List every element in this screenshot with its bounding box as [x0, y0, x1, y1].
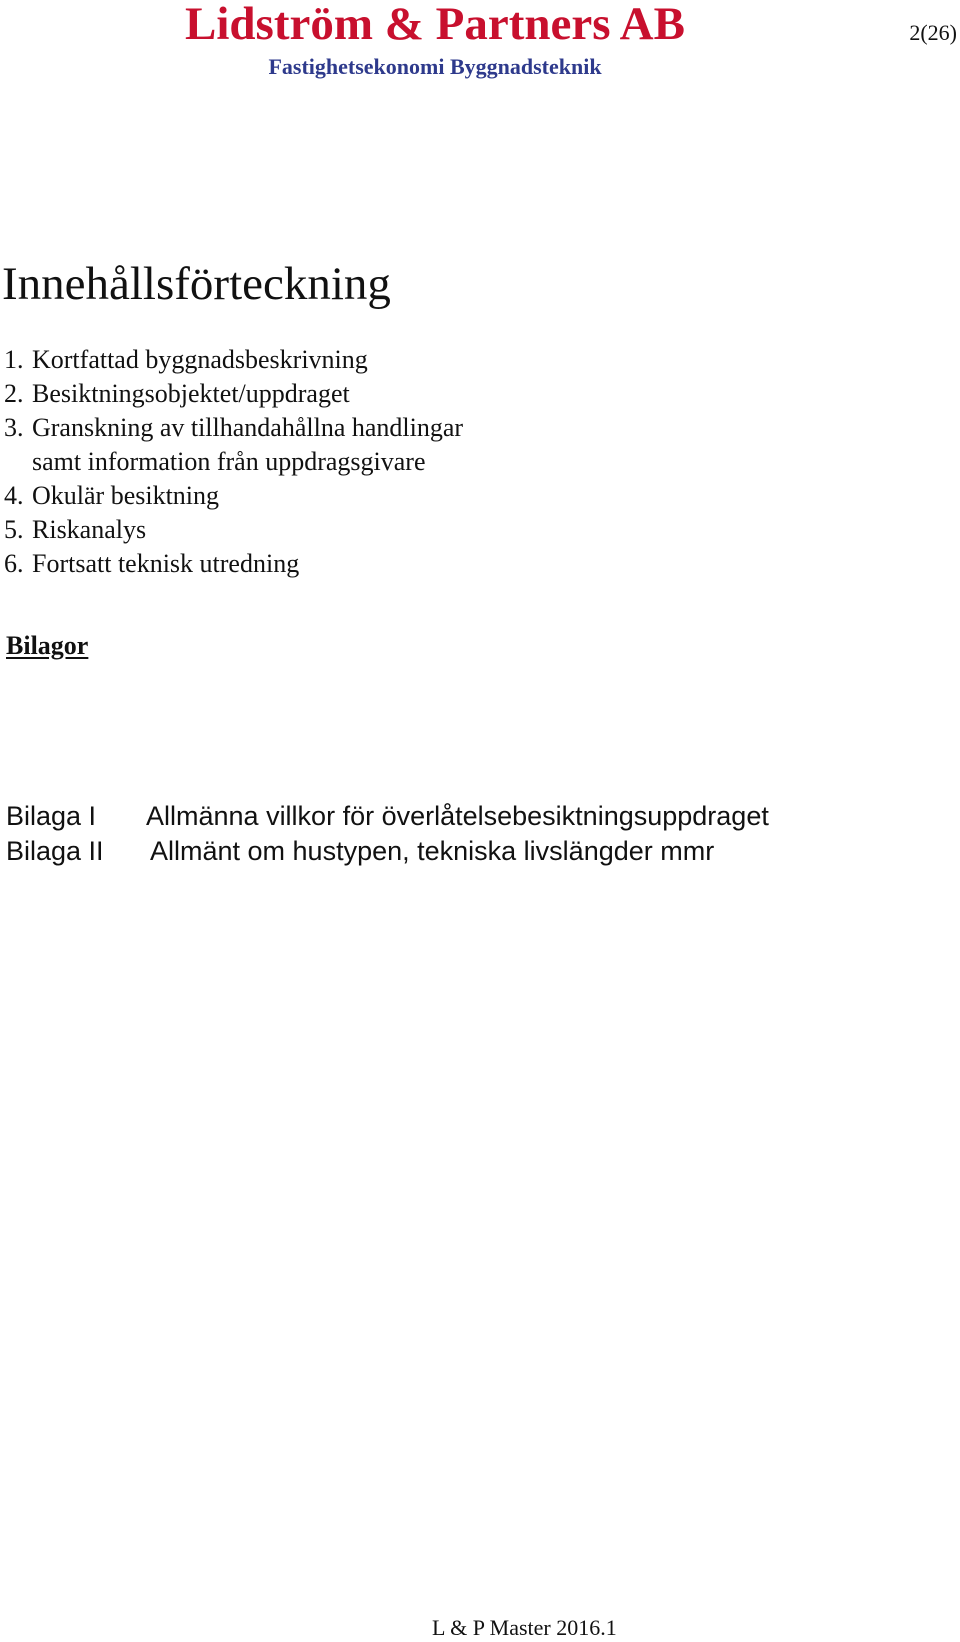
- page-number: 2(26): [909, 20, 957, 45]
- company-tagline: Fastighetsekonomi Byggnadsteknik: [268, 54, 602, 79]
- appendix-row: [6, 799, 769, 834]
- toc-entry-6: [4, 547, 463, 581]
- toc-entry-number: 1.: [4, 345, 24, 374]
- toc-entry-text: Granskning av tillhandahållna handlingar: [32, 413, 464, 442]
- appendix-row: [6, 834, 769, 869]
- footer-version: L & P Master 2016.1: [432, 1615, 617, 1640]
- toc-entry-1: [4, 343, 463, 377]
- appendix-title: Allmänna villkor för överlåtelsebesiktningsuppdraget: [146, 801, 769, 831]
- toc-entry-3: [4, 411, 463, 479]
- toc-entry-4: [4, 479, 463, 513]
- toc-list: [4, 343, 463, 581]
- toc-entry-number: 4.: [4, 481, 24, 510]
- appendix-list: [6, 799, 769, 869]
- appendix-heading: Bilagor: [6, 631, 89, 660]
- appendix-label: Bilaga II: [6, 836, 104, 866]
- company-name: Lidström & Partners AB: [185, 0, 685, 50]
- toc-entry-number: 3.: [4, 413, 24, 442]
- toc-entry-continuation: samt information från uppdragsgivare: [32, 447, 426, 476]
- toc-entry-text: Besiktningsobjektet/uppdraget: [32, 379, 350, 408]
- toc-entry-text: Fortsatt teknisk utredning: [32, 549, 300, 578]
- toc-entry-number: 6.: [4, 549, 24, 578]
- toc-entry-text: Kortfattad byggnadsbeskrivning: [32, 345, 368, 374]
- toc-entry-number: 2.: [4, 379, 24, 408]
- toc-entry-text: Riskanalys: [32, 515, 147, 544]
- toc-entry-2: [4, 377, 463, 411]
- appendix-title: Allmänt om hustypen, tekniska livslängder mmr: [150, 836, 715, 866]
- toc-entry-number: 5.: [4, 515, 24, 544]
- appendix-label: Bilaga I: [6, 801, 97, 831]
- toc-title: Innehållsförteckning: [2, 258, 391, 310]
- toc-entry-5: [4, 513, 463, 547]
- toc-entry-text: Okulär besiktning: [32, 481, 220, 510]
